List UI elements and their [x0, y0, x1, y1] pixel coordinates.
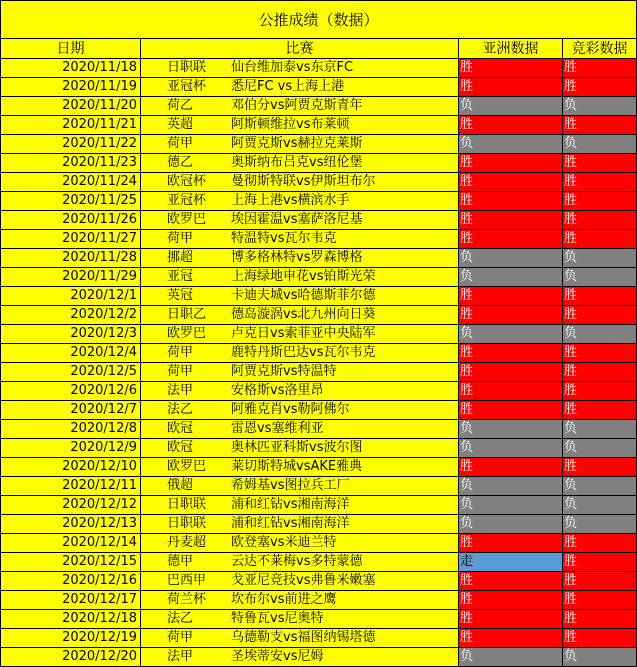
match-cell	[141, 439, 459, 458]
date-cell: 2020/11/26	[1, 211, 141, 230]
teams-label: 邓伯分vs阿贾克斯青年	[231, 98, 363, 113]
teams-label: 仙台维加泰vs东京FC	[231, 60, 354, 75]
table-row	[1, 477, 637, 496]
match-cell	[141, 211, 459, 230]
table-row	[1, 173, 637, 192]
asian-result-cell: 胜	[459, 401, 563, 420]
jingcai-result-cell: 胜	[563, 572, 637, 591]
match-cell	[141, 287, 459, 306]
date-cell: 2020/11/24	[1, 173, 141, 192]
teams-label: 圣埃蒂安vs尼姆	[231, 649, 324, 664]
league-label: 英超	[167, 117, 194, 132]
table-row	[1, 211, 637, 230]
jingcai-result-cell: 胜	[563, 534, 637, 553]
jingcai-result-cell: 负	[563, 268, 637, 287]
date-cell: 2020/12/19	[1, 629, 141, 648]
table-row	[1, 344, 637, 363]
jingcai-result-cell: 负	[563, 249, 637, 268]
teams-label: 奥林匹亚科斯vs波尔图	[231, 440, 363, 455]
jingcai-result-cell: 胜	[563, 458, 637, 477]
date-cell: 2020/12/6	[1, 382, 141, 401]
date-cell: 2020/12/7	[1, 401, 141, 420]
jingcai-result-cell: 胜	[563, 287, 637, 306]
table-row	[1, 629, 637, 648]
teams-label: 浦和红钻vs湘南海洋	[231, 497, 350, 512]
date-cell: 2020/11/22	[1, 135, 141, 154]
league-label: 亚冠杯	[167, 79, 207, 94]
jingcai-result-cell: 胜	[563, 401, 637, 420]
table-row	[1, 249, 637, 268]
match-cell	[141, 344, 459, 363]
teams-label: 曼彻斯特联vs伊斯坦布尔	[231, 174, 376, 189]
date-cell: 2020/12/17	[1, 591, 141, 610]
teams-label: 安格斯vs洛里昂	[231, 383, 324, 398]
match-cell	[141, 249, 459, 268]
match-cell	[141, 591, 459, 610]
asian-result-cell: 负	[459, 496, 563, 515]
match-cell	[141, 306, 459, 325]
date-cell: 2020/11/29	[1, 268, 141, 287]
asian-result-cell: 胜	[459, 287, 563, 306]
date-cell: 2020/12/5	[1, 363, 141, 382]
date-cell: 2020/12/12	[1, 496, 141, 515]
asian-result-cell: 胜	[459, 591, 563, 610]
match-cell	[141, 268, 459, 287]
match-cell	[141, 97, 459, 116]
asian-result-cell: 负	[459, 97, 563, 116]
table-row	[1, 553, 637, 572]
jingcai-result-cell: 负	[563, 439, 637, 458]
teams-label: 卡迪夫城vs哈德斯菲尔德	[231, 288, 376, 303]
match-cell	[141, 78, 459, 97]
match-cell	[141, 401, 459, 420]
jingcai-result-cell: 胜	[563, 192, 637, 211]
teams-label: 莱切斯特城vsAKE雅典	[231, 459, 363, 474]
date-cell: 2020/11/27	[1, 230, 141, 249]
jingcai-result-cell: 胜	[563, 591, 637, 610]
league-label: 欧罗巴	[167, 459, 207, 474]
jingcai-result-cell: 胜	[563, 59, 637, 78]
asian-result-cell: 胜	[459, 78, 563, 97]
teams-label: 奥斯纳布吕克vs纽伦堡	[231, 155, 363, 170]
teams-label: 戈亚尼竞技vs弗鲁米嫩塞	[231, 573, 376, 588]
match-cell	[141, 629, 459, 648]
table-row	[1, 192, 637, 211]
match-cell	[141, 59, 459, 78]
asian-result-cell: 胜	[459, 344, 563, 363]
table-row	[1, 534, 637, 553]
title-row	[1, 1, 637, 39]
teams-label: 博多格林特vs罗森博格	[231, 250, 363, 265]
date-cell: 2020/12/18	[1, 610, 141, 629]
match-cell	[141, 363, 459, 382]
date-cell: 2020/12/16	[1, 572, 141, 591]
league-label: 日职乙	[167, 307, 207, 322]
league-label: 荷甲	[167, 630, 194, 645]
table-row	[1, 610, 637, 629]
table-row	[1, 268, 637, 287]
asian-result-cell: 负	[459, 420, 563, 439]
league-label: 巴西甲	[167, 573, 207, 588]
league-label: 德甲	[167, 554, 194, 569]
league-label: 丹麦超	[167, 535, 207, 550]
date-cell: 2020/12/20	[1, 648, 141, 667]
asian-result-cell: 负	[459, 439, 563, 458]
teams-label: 上海上港vs横滨水手	[231, 193, 350, 208]
asian-result-cell: 胜	[459, 382, 563, 401]
teams-label: 埃因霍温vs塞萨洛尼基	[231, 212, 363, 227]
header-match: 比赛	[141, 39, 459, 59]
table-row	[1, 97, 637, 116]
table-row	[1, 401, 637, 420]
teams-label: 阿贾克斯vs特温特	[231, 364, 337, 379]
match-cell	[141, 230, 459, 249]
match-cell	[141, 325, 459, 344]
table-row	[1, 458, 637, 477]
match-cell	[141, 173, 459, 192]
asian-result-cell: 胜	[459, 458, 563, 477]
league-label: 荷甲	[167, 231, 194, 246]
asian-result-cell: 胜	[459, 173, 563, 192]
date-cell: 2020/11/25	[1, 192, 141, 211]
asian-result-cell: 胜	[459, 610, 563, 629]
asian-result-cell: 胜	[459, 572, 563, 591]
table-row	[1, 648, 637, 667]
jingcai-result-cell: 胜	[563, 610, 637, 629]
asian-result-cell: 胜	[459, 230, 563, 249]
match-cell	[141, 553, 459, 572]
asian-result-cell: 负	[459, 268, 563, 287]
jingcai-result-cell: 胜	[563, 629, 637, 648]
table-row	[1, 420, 637, 439]
teams-label: 德岛漩涡vs北九州向日葵	[231, 307, 376, 322]
date-cell: 2020/11/28	[1, 249, 141, 268]
table-row	[1, 230, 637, 249]
jingcai-result-cell: 负	[563, 135, 637, 154]
date-cell: 2020/12/1	[1, 287, 141, 306]
asian-result-cell: 负	[459, 648, 563, 667]
table-row	[1, 116, 637, 135]
league-label: 欧罗巴	[167, 212, 207, 227]
asian-result-cell: 负	[459, 477, 563, 496]
date-cell: 2020/12/15	[1, 553, 141, 572]
match-cell	[141, 458, 459, 477]
match-cell	[141, 515, 459, 534]
date-cell: 2020/11/19	[1, 78, 141, 97]
league-label: 亚冠	[167, 269, 194, 284]
match-cell	[141, 610, 459, 629]
asian-result-cell: 胜	[459, 363, 563, 382]
jingcai-result-cell: 负	[563, 515, 637, 534]
league-label: 荷甲	[167, 136, 194, 151]
match-cell	[141, 420, 459, 439]
teams-label: 欧登塞vs米迪兰特	[231, 535, 337, 550]
date-cell: 2020/11/18	[1, 59, 141, 78]
league-label: 法乙	[167, 611, 194, 626]
date-cell: 2020/12/9	[1, 439, 141, 458]
jingcai-result-cell: 胜	[563, 306, 637, 325]
header-jingcai-data: 竞彩数据	[563, 39, 637, 59]
asian-result-cell: 负	[459, 325, 563, 344]
jingcai-result-cell: 胜	[563, 344, 637, 363]
table-row	[1, 496, 637, 515]
league-label: 法甲	[167, 383, 194, 398]
jingcai-result-cell: 胜	[563, 173, 637, 192]
table-row	[1, 439, 637, 458]
jingcai-result-cell: 胜	[563, 78, 637, 97]
teams-label: 阿贾克斯vs赫拉克莱斯	[231, 136, 363, 151]
table-row	[1, 78, 637, 97]
date-cell: 2020/11/23	[1, 154, 141, 173]
asian-result-cell: 胜	[459, 154, 563, 173]
teams-label: 卢克日vs索菲亚中央陆军	[231, 326, 376, 341]
table-row	[1, 572, 637, 591]
jingcai-result-cell: 胜	[563, 154, 637, 173]
jingcai-result-cell: 负	[563, 477, 637, 496]
asian-result-cell: 胜	[459, 629, 563, 648]
teams-label: 雷恩vs塞维利亚	[231, 421, 324, 436]
teams-label: 特鲁瓦vs尼奥特	[231, 611, 324, 626]
table-row	[1, 59, 637, 78]
jingcai-result-cell: 胜	[563, 230, 637, 249]
match-cell	[141, 648, 459, 667]
table-row	[1, 591, 637, 610]
league-label: 荷乙	[167, 98, 194, 113]
league-label: 俄超	[167, 478, 194, 493]
date-cell: 2020/12/10	[1, 458, 141, 477]
jingcai-result-cell: 胜	[563, 363, 637, 382]
match-cell	[141, 496, 459, 515]
date-cell: 2020/12/14	[1, 534, 141, 553]
teams-label: 阿雅克肖vs勒阿佛尔	[231, 402, 350, 417]
date-cell: 2020/12/2	[1, 306, 141, 325]
match-cell	[141, 116, 459, 135]
asian-result-cell: 胜	[459, 192, 563, 211]
header-row	[1, 39, 637, 59]
asian-result-cell: 胜	[459, 59, 563, 78]
teams-label: 希姆基vs图拉兵工厂	[231, 478, 350, 493]
teams-label: 云达不莱梅vs多特蒙德	[231, 554, 363, 569]
jingcai-result-cell: 负	[563, 496, 637, 515]
league-label: 荷甲	[167, 364, 194, 379]
league-label: 亚冠杯	[167, 193, 207, 208]
match-cell	[141, 534, 459, 553]
league-label: 挪超	[167, 250, 194, 265]
league-label: 日职联	[167, 516, 207, 531]
teams-label: 上海绿地申花vs铂斯光荣	[231, 269, 376, 284]
jingcai-result-cell: 胜	[563, 116, 637, 135]
league-label: 日职联	[167, 60, 207, 75]
date-cell: 2020/11/20	[1, 97, 141, 116]
asian-result-cell: 负	[459, 515, 563, 534]
league-label: 荷甲	[167, 345, 194, 360]
match-cell	[141, 572, 459, 591]
table-row	[1, 154, 637, 173]
table-row	[1, 382, 637, 401]
match-cell	[141, 382, 459, 401]
league-label: 欧冠杯	[167, 174, 207, 189]
jingcai-result-cell: 负	[563, 97, 637, 116]
league-label: 法乙	[167, 402, 194, 417]
asian-result-cell: 负	[459, 135, 563, 154]
match-cell	[141, 477, 459, 496]
asian-result-cell: 胜	[459, 306, 563, 325]
teams-label: 鹿特丹斯巴达vs瓦尔韦克	[231, 345, 376, 360]
match-cell	[141, 154, 459, 173]
jingcai-result-cell: 负	[563, 420, 637, 439]
league-label: 荷兰杯	[167, 592, 207, 607]
table-row	[1, 515, 637, 534]
header-asian-data: 亚洲数据	[459, 39, 563, 59]
date-cell: 2020/12/11	[1, 477, 141, 496]
asian-result-cell: 走	[459, 553, 563, 572]
jingcai-result-cell: 胜	[563, 553, 637, 572]
asian-result-cell: 胜	[459, 211, 563, 230]
table-row	[1, 306, 637, 325]
league-label: 日职联	[167, 497, 207, 512]
date-cell: 2020/11/21	[1, 116, 141, 135]
date-cell: 2020/12/8	[1, 420, 141, 439]
match-cell	[141, 135, 459, 154]
table-row	[1, 325, 637, 344]
teams-label: 特温特vs瓦尔韦克	[231, 231, 337, 246]
teams-label: 浦和红钻vs湘南海洋	[231, 516, 350, 531]
match-cell	[141, 192, 459, 211]
table-row	[1, 363, 637, 382]
league-label: 德乙	[167, 155, 194, 170]
teams-label: 悉尼FC vs上海上港	[231, 79, 345, 94]
teams-label: 坎布尔vs前进之鹰	[231, 592, 337, 607]
date-cell: 2020/12/13	[1, 515, 141, 534]
jingcai-result-cell: 负	[563, 648, 637, 667]
teams-label: 阿斯顿维拉vs布莱顿	[231, 117, 350, 132]
header-date: 日期	[1, 39, 141, 59]
league-label: 欧冠	[167, 421, 194, 436]
table-row	[1, 135, 637, 154]
table-row	[1, 287, 637, 306]
date-cell: 2020/12/3	[1, 325, 141, 344]
table-title: 公推成绩（数据）	[1, 1, 637, 39]
date-cell: 2020/12/4	[1, 344, 141, 363]
asian-result-cell: 胜	[459, 534, 563, 553]
league-label: 欧冠	[167, 440, 194, 455]
teams-label: 乌德勒支vs福图纳锡塔德	[231, 630, 376, 645]
jingcai-result-cell: 负	[563, 325, 637, 344]
asian-result-cell: 负	[459, 249, 563, 268]
jingcai-result-cell: 胜	[563, 211, 637, 230]
asian-result-cell: 胜	[459, 116, 563, 135]
jingcai-result-cell: 胜	[563, 382, 637, 401]
league-label: 欧罗巴	[167, 326, 207, 341]
league-label: 英冠	[167, 288, 194, 303]
league-label: 法甲	[167, 649, 194, 664]
